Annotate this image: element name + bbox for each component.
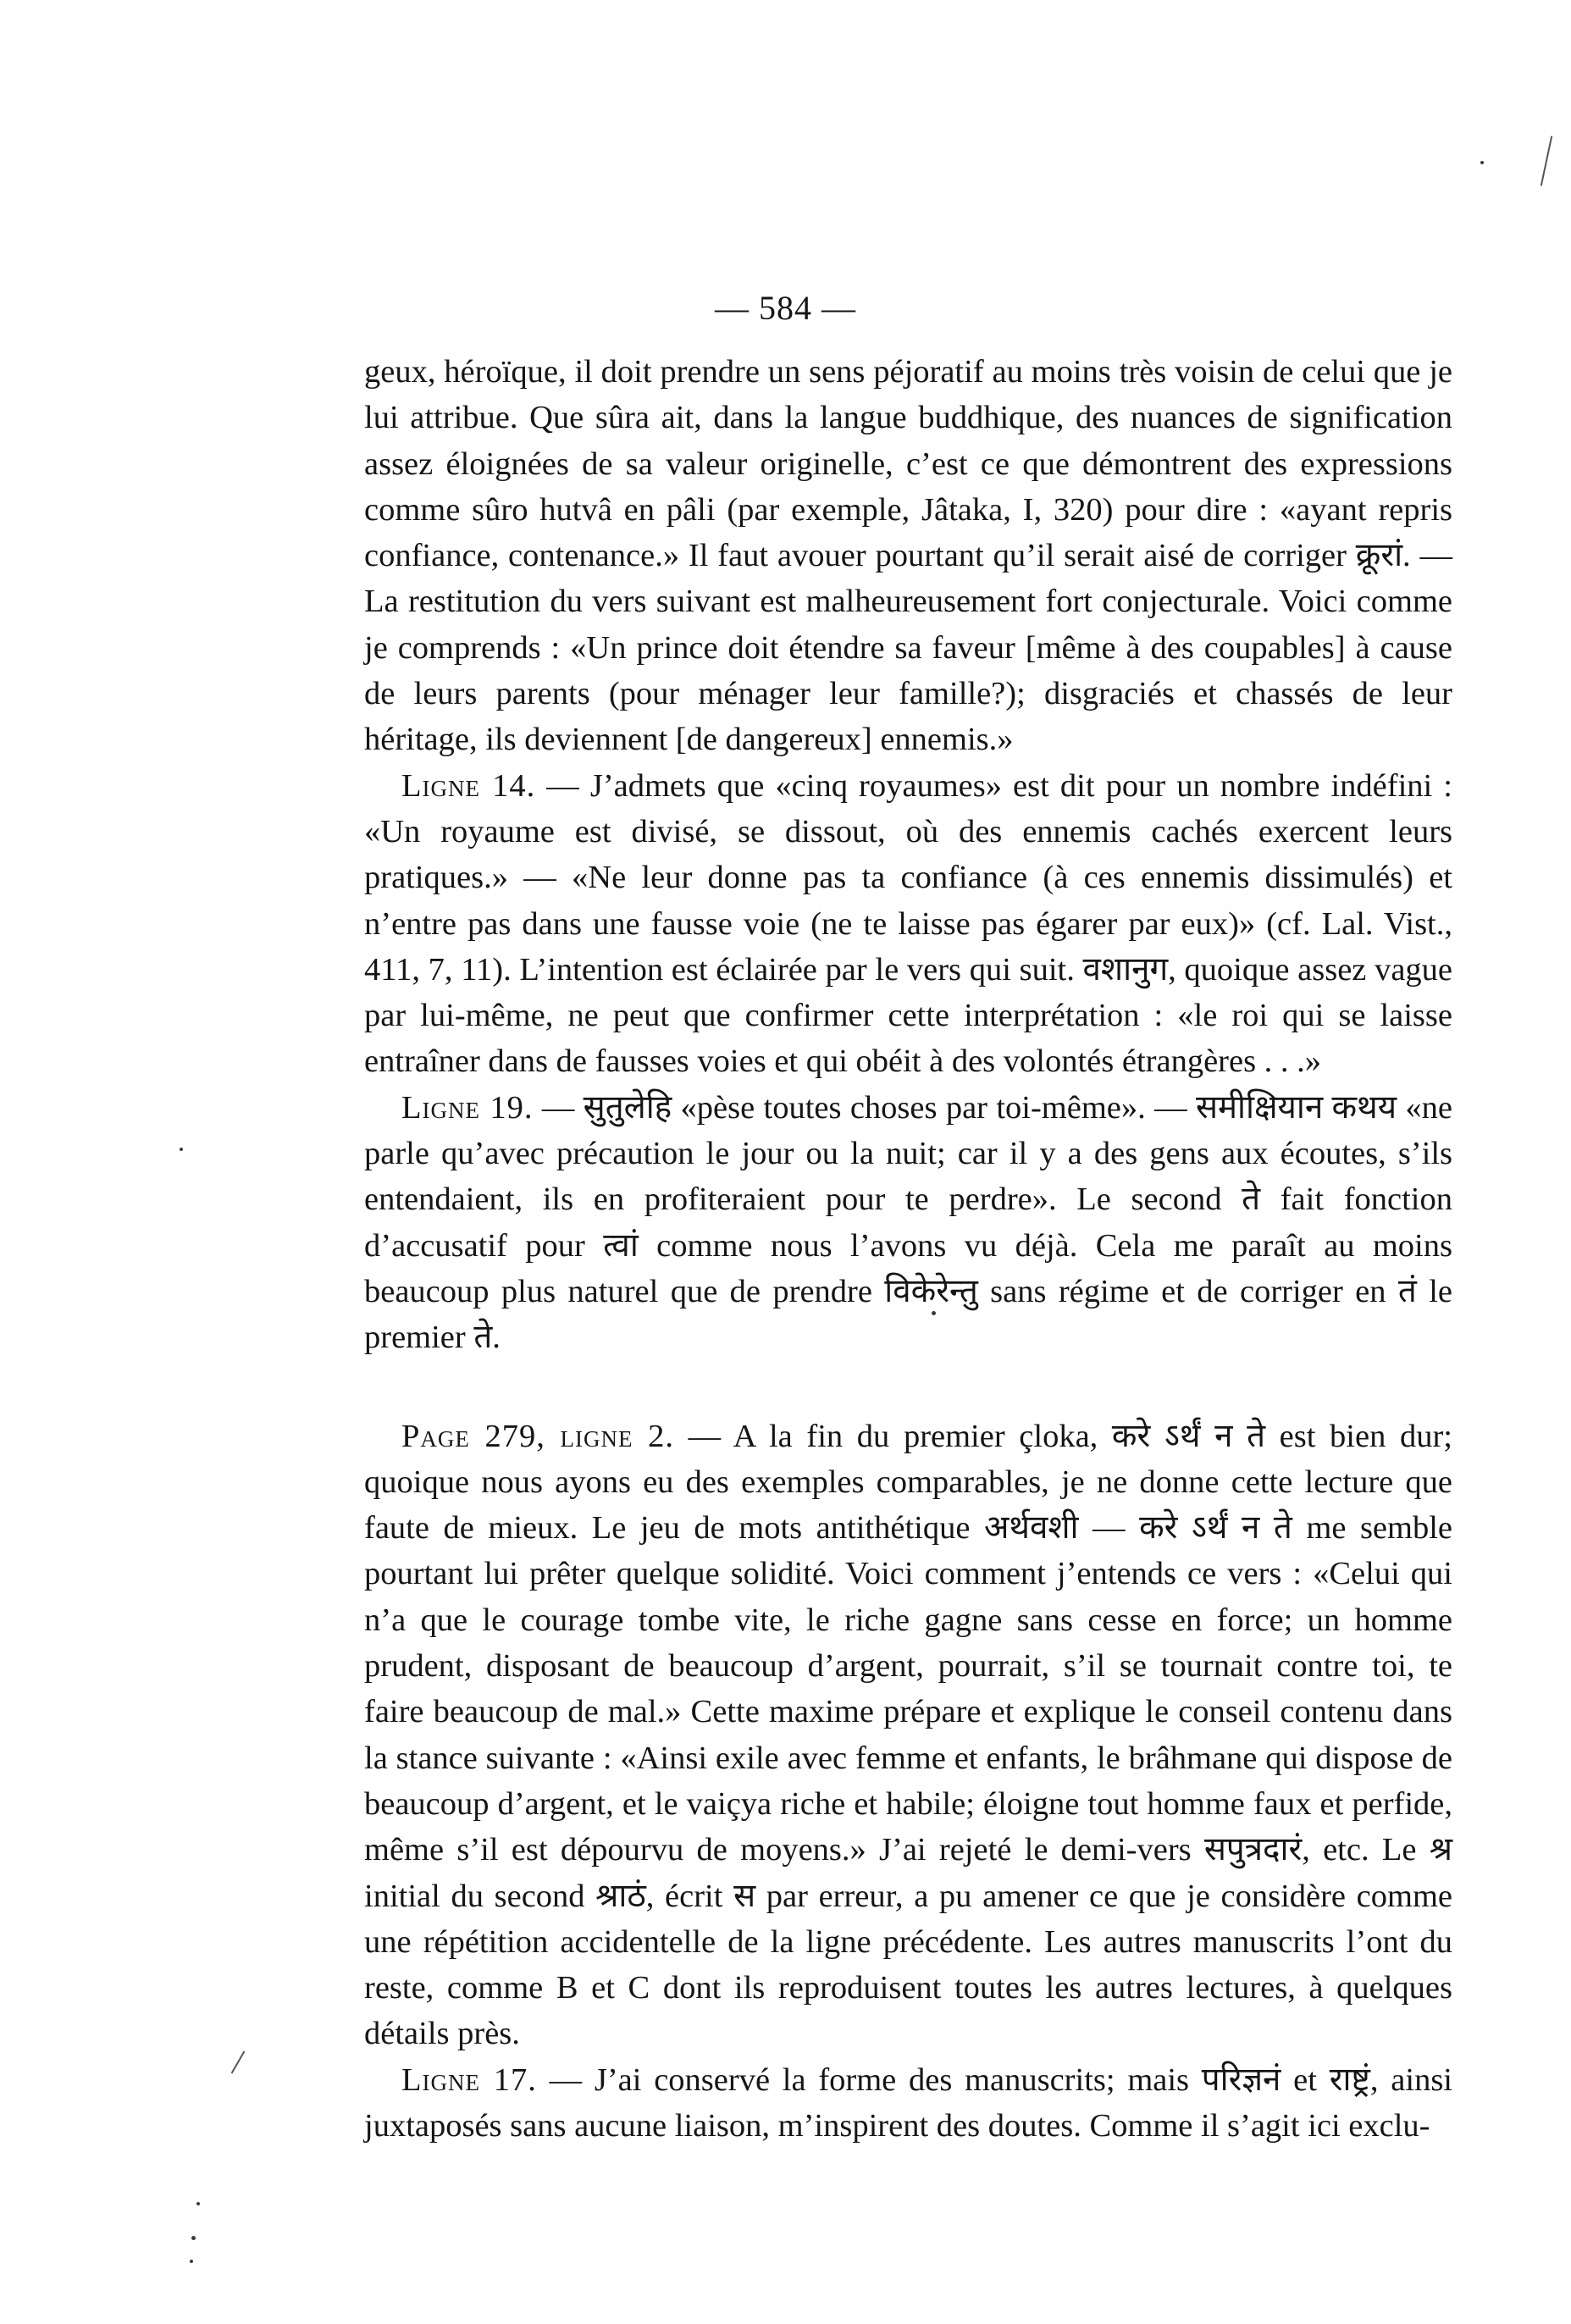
paragraph-page-279 — [364, 1414, 1452, 2057]
paragraph-label: Ligne 14. — [401, 767, 536, 804]
page-number: — 584 — — [715, 289, 856, 327]
paragraph-text: geux, héroïque, il doit prendre un sens péjoratif au moins très voisin de celui que je lui attribue. Que sûra ait, dans la langue buddhique, des nuances de signification assez éloignées de sa valeur originelle, c’est ce que démontrent des expressions comme sûro hutvâ en pâli (par exemple, Jâtaka, I, 320) pour dire : «ayant repris confiance, contenance.» Il faut avouer pourtant qu’il serait aisé de corriger क्रूरां. — La restitution du vers suivant est malheureusement fort conjecturale. Voici comme je comprends : «Un prince doit étendre sa faveur [même à des coupables] à cause de leurs parents (pour ménager leur famille?); disgraciés et chassés de leur héritage, ils deviennent [de dangereux] ennemis.» — [364, 354, 1452, 758]
paragraph-text: — A la fin du premier çloka, करे ऽर्थं न ते est bien dur; quoique nous ayons eu des exemples comparables, je ne donne cette lecture que faute de mieux. Le jeu de mots antithétique अर्थवशी — करे ऽर्थं न ते me semble pourtant lui prêter quelque solidité. Voici comment j’entends ce vers : «Celui qui n’a que le courage tombe vite, le riche gagne sans cesse en force; un homme prudent, disposant de beaucoup d’argent, pourrait, s’il se tournait contre toi, te faire beaucoup de mal.» Cette maxime prépare et explique le conseil contenu dans la stance suivante : «Ainsi exile avec femme et enfants, le brâhmane qui dispose de beaucoup d’argent, et le vaiçya riche et habile; éloigne tout homme faux et perfide, même s’il est dépourvu de moyens.» J’ai rejeté le demi-vers सपुत्रदारं, etc. Le श्र initial du second श्राठं, écrit स par erreur, a pu amener ce que je considère comme une répétition accidentelle de la ligne précédente. Les autres manuscrits l’ont du reste, comme B et C dont ils reproduisent toutes les autres lectures, à quelques détails près. — [364, 1418, 1452, 2052]
paragraph-label: Page 279, ligne 2. — [401, 1418, 675, 1454]
scan-mark-left — [231, 2051, 246, 2074]
paragraph-text: — J’ai conservé la forme des manuscrits; mais परिज्ञनं et राष्ट्रं, ainsi juxtaposés sans aucune liaison, m’inspirent des doutes. Comme il s’agit ici exclu- — [364, 2061, 1452, 2144]
paragraph-ligne-17 — [364, 2057, 1452, 2150]
paragraph-label: Ligne 19. — [401, 1089, 534, 1126]
paragraph-label: Ligne 17. — [401, 2061, 537, 2098]
paragraph-text: — सुतुलेहि «pèse toutes choses par toi-même». — समीक्षियान कथय «ne parle qu’avec précaution le jour ou la nuit; car il y a des gens aux écoutes, s’ils entendaient, ils en profiteraient pour te perdre». Le second ते fait fonction d’accusatif pour त्वां comme nous l’avons vu déjà. Cela me paraît au moins beaucoup plus naturel que de prendre विकेरेन्तु sans régime et de corriger en तं le premier ते. — [364, 1089, 1452, 1356]
body-text — [364, 349, 1452, 2149]
scan-speck — [196, 2202, 200, 2205]
paragraph-continuation — [364, 349, 1452, 763]
scan-mark-top-right — [1541, 136, 1552, 185]
scan-speck — [932, 1311, 936, 1315]
paragraph-text: — J’admets que «cinq royaumes» est dit pour un nombre indéfini : «Un royaume est divisé, se dissout, où des ennemis cachés exercent leurs pratiques.» — «Ne leur donne pas ta confiance (à ces ennemis dissimulés) et n’entre pas dans une fausse voie (ne te laisse pas égarer par eux)» (cf. Lal. Vist., 411, 7, 11). L’intention est éclairée par le vers qui suit. वशानुग, quoique assez vague par lui-même, ne peut que confirmer cette interprétation : «le roi qui se laisse entraîner dans de fausses voies et qui obéit à des volontés étrangères . . .» — [364, 767, 1453, 1080]
scan-speck — [180, 1148, 183, 1151]
scan-speck — [1480, 161, 1484, 164]
scan-speck — [191, 2236, 196, 2240]
paragraph-ligne-14 — [364, 763, 1452, 1085]
scan-speck — [190, 2260, 193, 2263]
paragraph-ligne-19 — [364, 1085, 1452, 1361]
